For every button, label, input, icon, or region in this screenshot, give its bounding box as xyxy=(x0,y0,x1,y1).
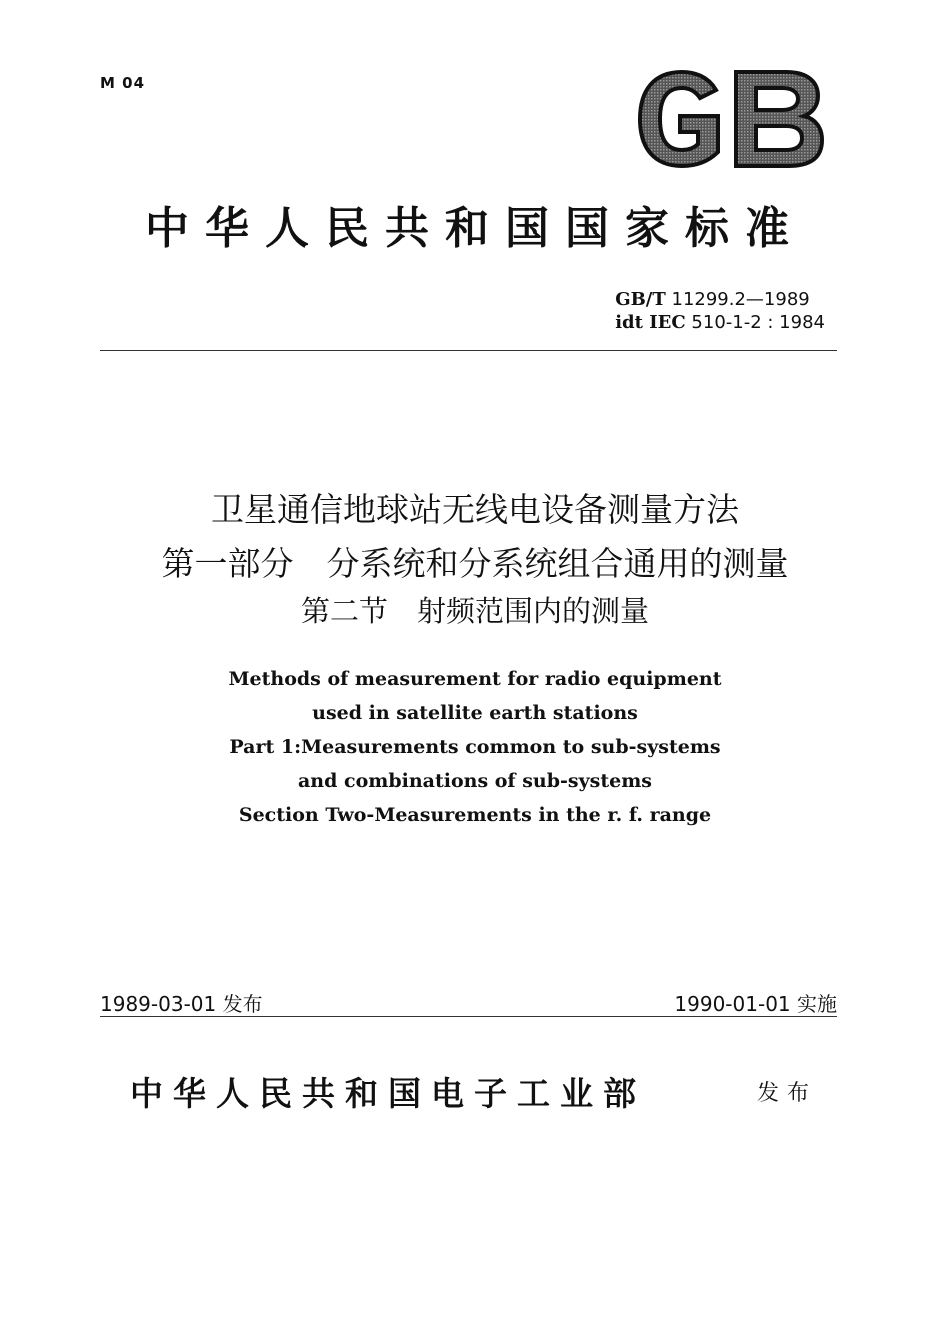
top-divider xyxy=(100,350,837,351)
idt-label: idt IEC xyxy=(615,312,686,333)
title-en-line2: used in satellite earth stations xyxy=(312,702,638,724)
title-en-line3: Part 1:Measurements common to sub-systems xyxy=(229,736,721,758)
standard-number-label: GB/T xyxy=(615,289,666,310)
idt-value: 510-1-2 : 1984 xyxy=(691,312,825,333)
main-title: 中华人民共和国国家标准 xyxy=(145,203,805,254)
gb-logo xyxy=(636,68,826,170)
title-zh-line2: 第一部分 分系统和分系统组合通用的测量 xyxy=(161,544,789,583)
standard-number-value: 11299.2—1989 xyxy=(671,289,810,310)
title-en-line4: and combinations of sub-systems xyxy=(297,770,653,792)
standard-number-block xyxy=(615,288,825,334)
issue-date: 1989-03-01 发布 xyxy=(100,992,263,1016)
title-zh-line3: 第二节 射频范围内的测量 xyxy=(300,594,649,628)
effective-date: 1990-01-01 实施 xyxy=(674,992,837,1016)
bottom-divider xyxy=(100,1016,837,1017)
title-en-line5: Section Two-Measurements in the r. f. range xyxy=(238,804,712,826)
title-en-line1: Methods of measurement for radio equipment xyxy=(228,668,722,690)
classification-code: M 04 xyxy=(100,74,146,92)
title-en xyxy=(0,662,950,832)
standard-number xyxy=(615,288,825,311)
title-zh-line1: 卫星通信地球站无线电设备测量方法 xyxy=(211,490,739,529)
issue-word: 发布 xyxy=(757,1081,818,1106)
idt-reference xyxy=(615,311,825,334)
issuing-authority: 中华人民共和国电子工业部 xyxy=(130,1074,646,1113)
